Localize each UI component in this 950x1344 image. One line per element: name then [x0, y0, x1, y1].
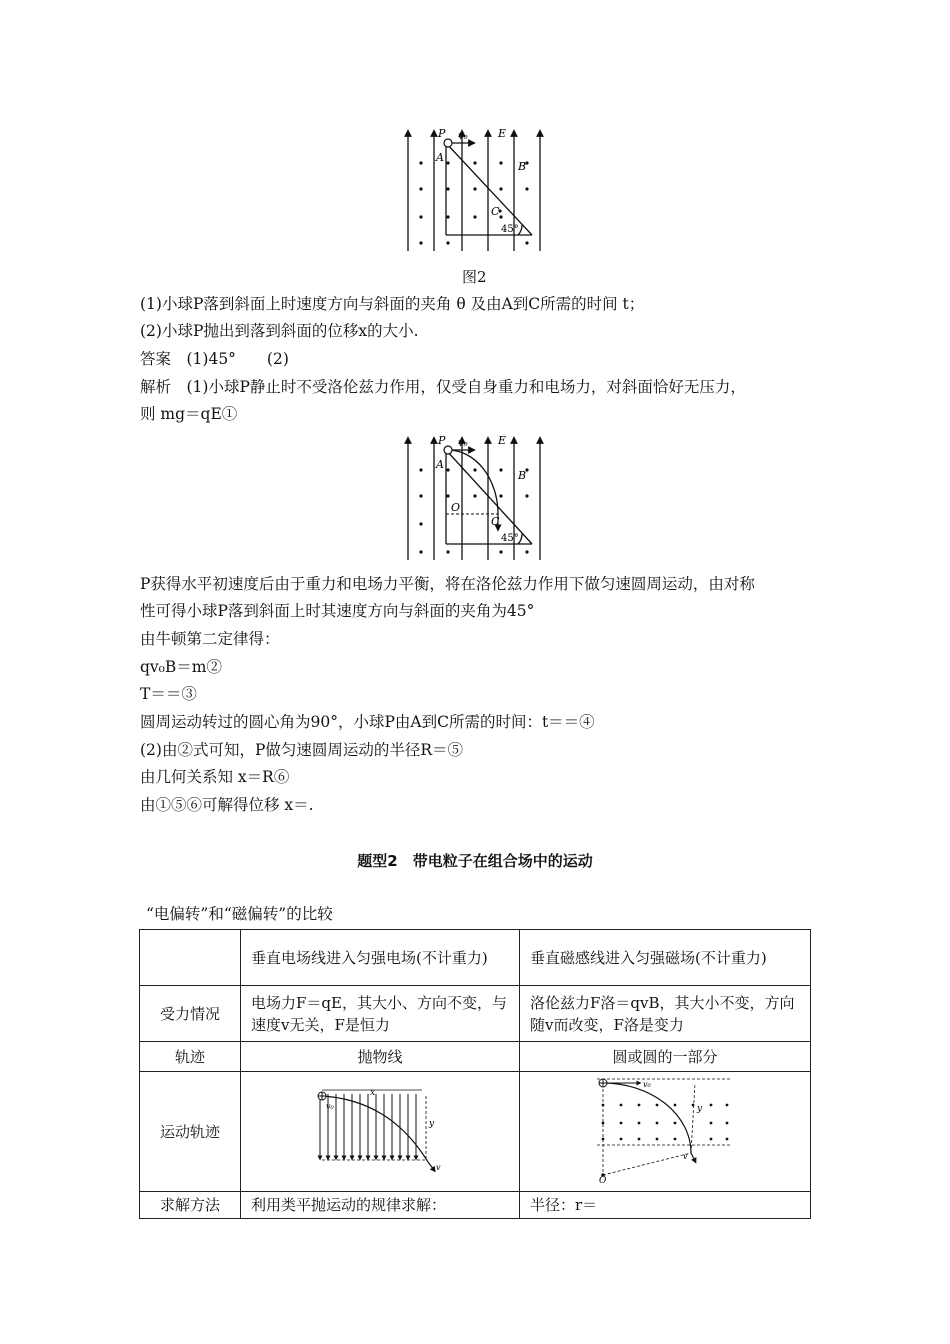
fig2-label-p: P	[438, 434, 446, 447]
table-row-label: 求解方法	[140, 1192, 241, 1219]
table-row-label: 运动轨迹	[140, 1072, 241, 1192]
electric-deflection-diagram	[310, 1086, 450, 1172]
fig1-label-p: P	[438, 127, 446, 140]
magnetic-label-o: O	[599, 1175, 607, 1183]
question-1: (1)小球P落到斜面上时速度方向与斜面的夹角 θ 及由A到C所需的时间 t；	[140, 295, 645, 313]
table-row	[140, 986, 811, 1042]
paragraph-line-4: 圆周运动转过的圆心角为90°，小球P由A到C所需的时间：t＝＝④	[140, 713, 595, 731]
table-cell: 洛伦兹力F洛＝qvB，其大小不变，方向随v而改变，F洛是变力	[520, 986, 811, 1042]
table-cell: 电场力F＝qE，其大小、方向不变，与速度v无关，F是恒力	[241, 986, 520, 1042]
paragraph-line-2: 性可得小球P落到斜面上时其速度方向与斜面的夹角为45°	[140, 602, 535, 620]
fig1-label-e: E	[498, 127, 507, 140]
magnetic-label-v: v	[683, 1151, 688, 1161]
table-cell: 抛物线	[241, 1042, 520, 1072]
fig1-label-c: C	[491, 205, 500, 218]
question-2: (2)小球P抛出到落到斜面的位移x的大小.	[140, 322, 419, 340]
fig2-label-a: A	[436, 458, 444, 471]
magnetic-label-v0: v₀	[643, 1079, 651, 1089]
fig2-label-e: E	[498, 434, 507, 447]
comparison-table	[139, 929, 811, 1219]
equation-2: qv₀B＝m②	[140, 658, 222, 676]
fig2-label-c: C	[491, 515, 500, 528]
equation-3: T＝＝③	[140, 685, 197, 703]
table-cell	[241, 1072, 520, 1192]
comparison-intro: “电偏转”和“磁偏转”的比较	[146, 905, 333, 923]
table-cell: 圆或圆的一部分	[520, 1042, 811, 1072]
magnetic-deflection-diagram	[595, 1075, 735, 1183]
table-cell	[140, 930, 241, 986]
table-header-electric: 垂直电场线进入匀强电场(不计重力)	[241, 930, 520, 986]
paragraph-line-7: 由①⑤⑥可解得位移 x＝.	[140, 796, 314, 814]
magnetic-label-y: y	[697, 1103, 703, 1114]
answer: 答案 (1)45° (2)	[140, 350, 289, 368]
electric-label-v: v	[436, 1162, 441, 1172]
figure-field-incline-1	[400, 125, 550, 255]
table-row	[140, 930, 811, 986]
table-header-magnetic: 垂直磁感线进入匀强磁场(不计重力)	[520, 930, 811, 986]
figure-caption: 图2	[462, 268, 487, 286]
fig2-label-b: B	[518, 469, 527, 482]
table-cell	[520, 1072, 811, 1192]
fig2-label-angle: 45°	[501, 533, 519, 544]
paragraph-line-6: 由几何关系知 x＝R⑥	[140, 768, 290, 786]
analysis-line-1: 解析 (1)小球P静止时不受洛伦兹力作用，仅受自身重力和电场力，对斜面恰好无压力，	[140, 378, 746, 396]
table-cell: 利用类平抛运动的规律求解：	[241, 1192, 520, 1219]
fig1-label-v0: v₀	[458, 131, 468, 142]
paragraph-line-1: P获得水平初速度后由于重力和电场力平衡，将在洛伦兹力作用下做匀速圆周运动，由对称	[140, 575, 755, 593]
table-row-label: 轨迹	[140, 1042, 241, 1072]
paragraph-line-5: (2)由②式可知，P做匀速圆周运动的半径R＝⑤	[140, 741, 464, 759]
electric-label-x: x	[370, 1087, 376, 1098]
fig1-label-angle: 45°	[501, 224, 519, 235]
electric-label-y: y	[429, 1118, 435, 1129]
fig1-label-a: A	[436, 151, 444, 164]
fig2-label-o: O	[451, 501, 461, 514]
electric-label-v0: v₀	[326, 1101, 334, 1111]
section-heading: 题型2 带电粒子在组合场中的运动	[357, 852, 593, 870]
fig2-label-v0: v₀	[458, 438, 468, 449]
table-row	[140, 1072, 811, 1192]
table-row	[140, 1192, 811, 1219]
table-cell: 半径：r＝	[520, 1192, 811, 1219]
table-row	[140, 1042, 811, 1072]
fig1-label-b: B	[518, 160, 527, 173]
table-row-label: 受力情况	[140, 986, 241, 1042]
paragraph-line-3: 由牛顿第二定律得：	[140, 630, 280, 648]
figure-field-incline-2	[400, 432, 550, 562]
analysis-line-2: 则 mg＝qE①	[140, 405, 238, 423]
